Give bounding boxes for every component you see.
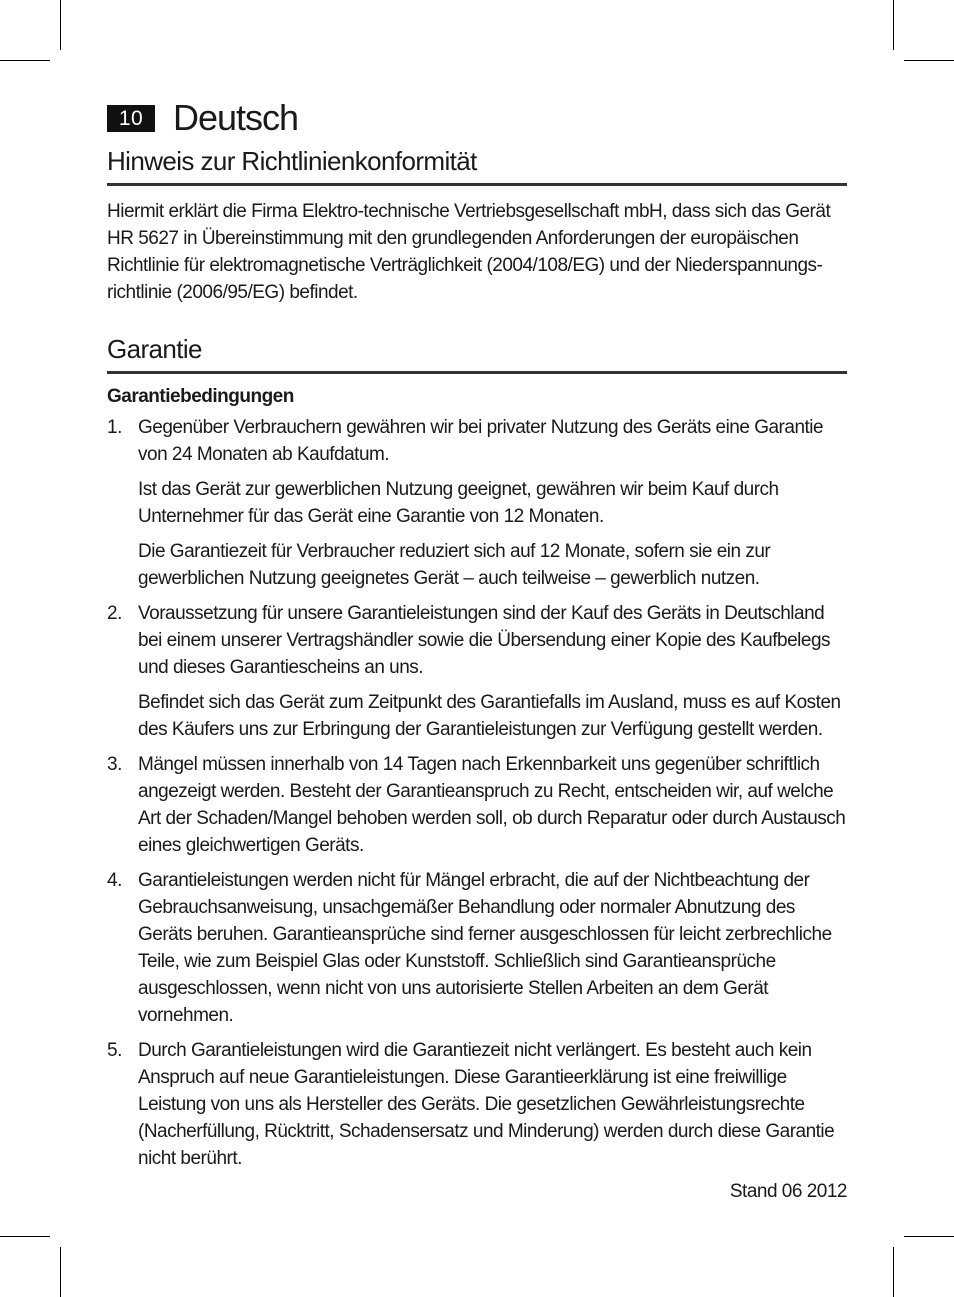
list-item-paragraph: Mängel müssen innerhalb von 14 Tagen nach Erkennbarkeit uns gegenüber schriftlich angezeigt werden. Besteht der Garantieanspruch zu Recht, entscheiden wir, auf welche Art der Schaden/Mangel behoben werden soll, ob durch Reparatur oder durch Austausch eines gleichwertigen Geräts. bbox=[138, 754, 846, 856]
list-item bbox=[107, 867, 847, 1029]
list-item-number: 4. bbox=[107, 870, 122, 891]
crop-mark bbox=[893, 0, 894, 50]
list-item-paragraph: Garantieleistungen werden nicht für Mängel erbracht, die auf der Nichtbeachtung der Gebrauchsanweisung, unsachgemäßer Behandlung oder normaler Abnutzung des Geräts beruhen. Garantieansprüche sind ferner ausgeschlossen für leicht zerbrechliche Teile, wie zum Beispiel Glas oder Kunststoff. Schließlich sind Garantieansprüche ausgeschlossen, wenn nicht von uns autorisierte Stellen Arbeiten an dem Gerät vornehmen. bbox=[138, 870, 832, 1026]
list-item bbox=[107, 600, 847, 743]
list-item bbox=[107, 1037, 847, 1172]
list-item-paragraph: Befindet sich das Gerät zum Zeitpunkt des Garantiefalls im Ausland, muss es auf Kosten des Käufers uns zur Erbringung der Garantieleistungen zur Verfügung gestellt werden. bbox=[138, 692, 841, 740]
crop-mark bbox=[60, 0, 61, 50]
list-item bbox=[107, 414, 847, 592]
conformity-heading: Hinweis zur Richtlinienkonformität bbox=[107, 146, 847, 186]
warranty-heading: Garantie bbox=[107, 334, 847, 374]
page-number-badge: 10 bbox=[107, 105, 155, 132]
list-item-number: 5. bbox=[107, 1040, 122, 1061]
list-item-paragraph: Ist das Gerät zur gewerblichen Nutzung geeignet, gewähren wir beim Kauf durch Unternehmer für das Gerät eine Garantie von 12 Monaten. bbox=[138, 479, 779, 527]
crop-mark bbox=[0, 60, 50, 61]
crop-mark bbox=[904, 60, 954, 61]
crop-mark bbox=[904, 1236, 954, 1237]
list-item-number: 1. bbox=[107, 417, 122, 438]
list-item-number: 3. bbox=[107, 754, 122, 775]
language-title: Deutsch bbox=[173, 97, 299, 138]
page-header bbox=[107, 96, 847, 140]
list-item-paragraph: Die Garantiezeit für Verbraucher reduziert sich auf 12 Monate, sofern sie ein zur gewerblichen Nutzung geeignetes Gerät – auch teilweise – gewerblich nutzen. bbox=[138, 541, 771, 589]
warranty-conditions-list bbox=[107, 414, 847, 1172]
crop-mark bbox=[60, 1247, 61, 1297]
crop-mark bbox=[0, 1236, 50, 1237]
page-content bbox=[107, 96, 847, 1205]
list-item-number: 2. bbox=[107, 603, 122, 624]
conformity-text: Hiermit erklärt die Firma Elektro-technische Vertriebsgesellschaft mbH, dass sich das Gerät HR 5627 in Übereinstimmung mit den grundlegenden Anforderungen der europäischen Richtlinie für elektromagnetische Verträglichkeit (2004/108/EG) und der Niederspannungs-richtlinie (2006/95/EG) befindet. bbox=[107, 201, 831, 303]
version-note: Stand 06 2012 bbox=[729, 1181, 847, 1202]
warranty-conditions-subheading: Garantiebedingungen bbox=[107, 386, 294, 407]
list-item-paragraph: Gegenüber Verbrauchern gewähren wir bei privater Nutzung des Geräts eine Garantie von 24 Monaten ab Kaufdatum. bbox=[138, 417, 824, 465]
list-item-paragraph: Durch Garantieleistungen wird die Garantiezeit nicht verlängert. Es besteht auch kein Anspruch auf neue Garantieleistungen. Diese Garantieerklärung ist eine freiwillige Leistung von uns als Hersteller des Geräts. Die gesetzlichen Gewährleistungsrechte (Nacherfüllung, Rücktritt, Schadensersatz und Minderung) werden durch diese Garantie nicht berührt. bbox=[138, 1040, 835, 1169]
crop-mark bbox=[893, 1247, 894, 1297]
list-item-paragraph: Voraussetzung für unsere Garantieleistungen sind der Kauf des Geräts in Deutschland bei einem unserer Vertragshändler sowie die Übersendung einer Kopie des Kaufbelegs und dieses Garantiescheins an uns. bbox=[138, 603, 831, 678]
list-item bbox=[107, 751, 847, 859]
